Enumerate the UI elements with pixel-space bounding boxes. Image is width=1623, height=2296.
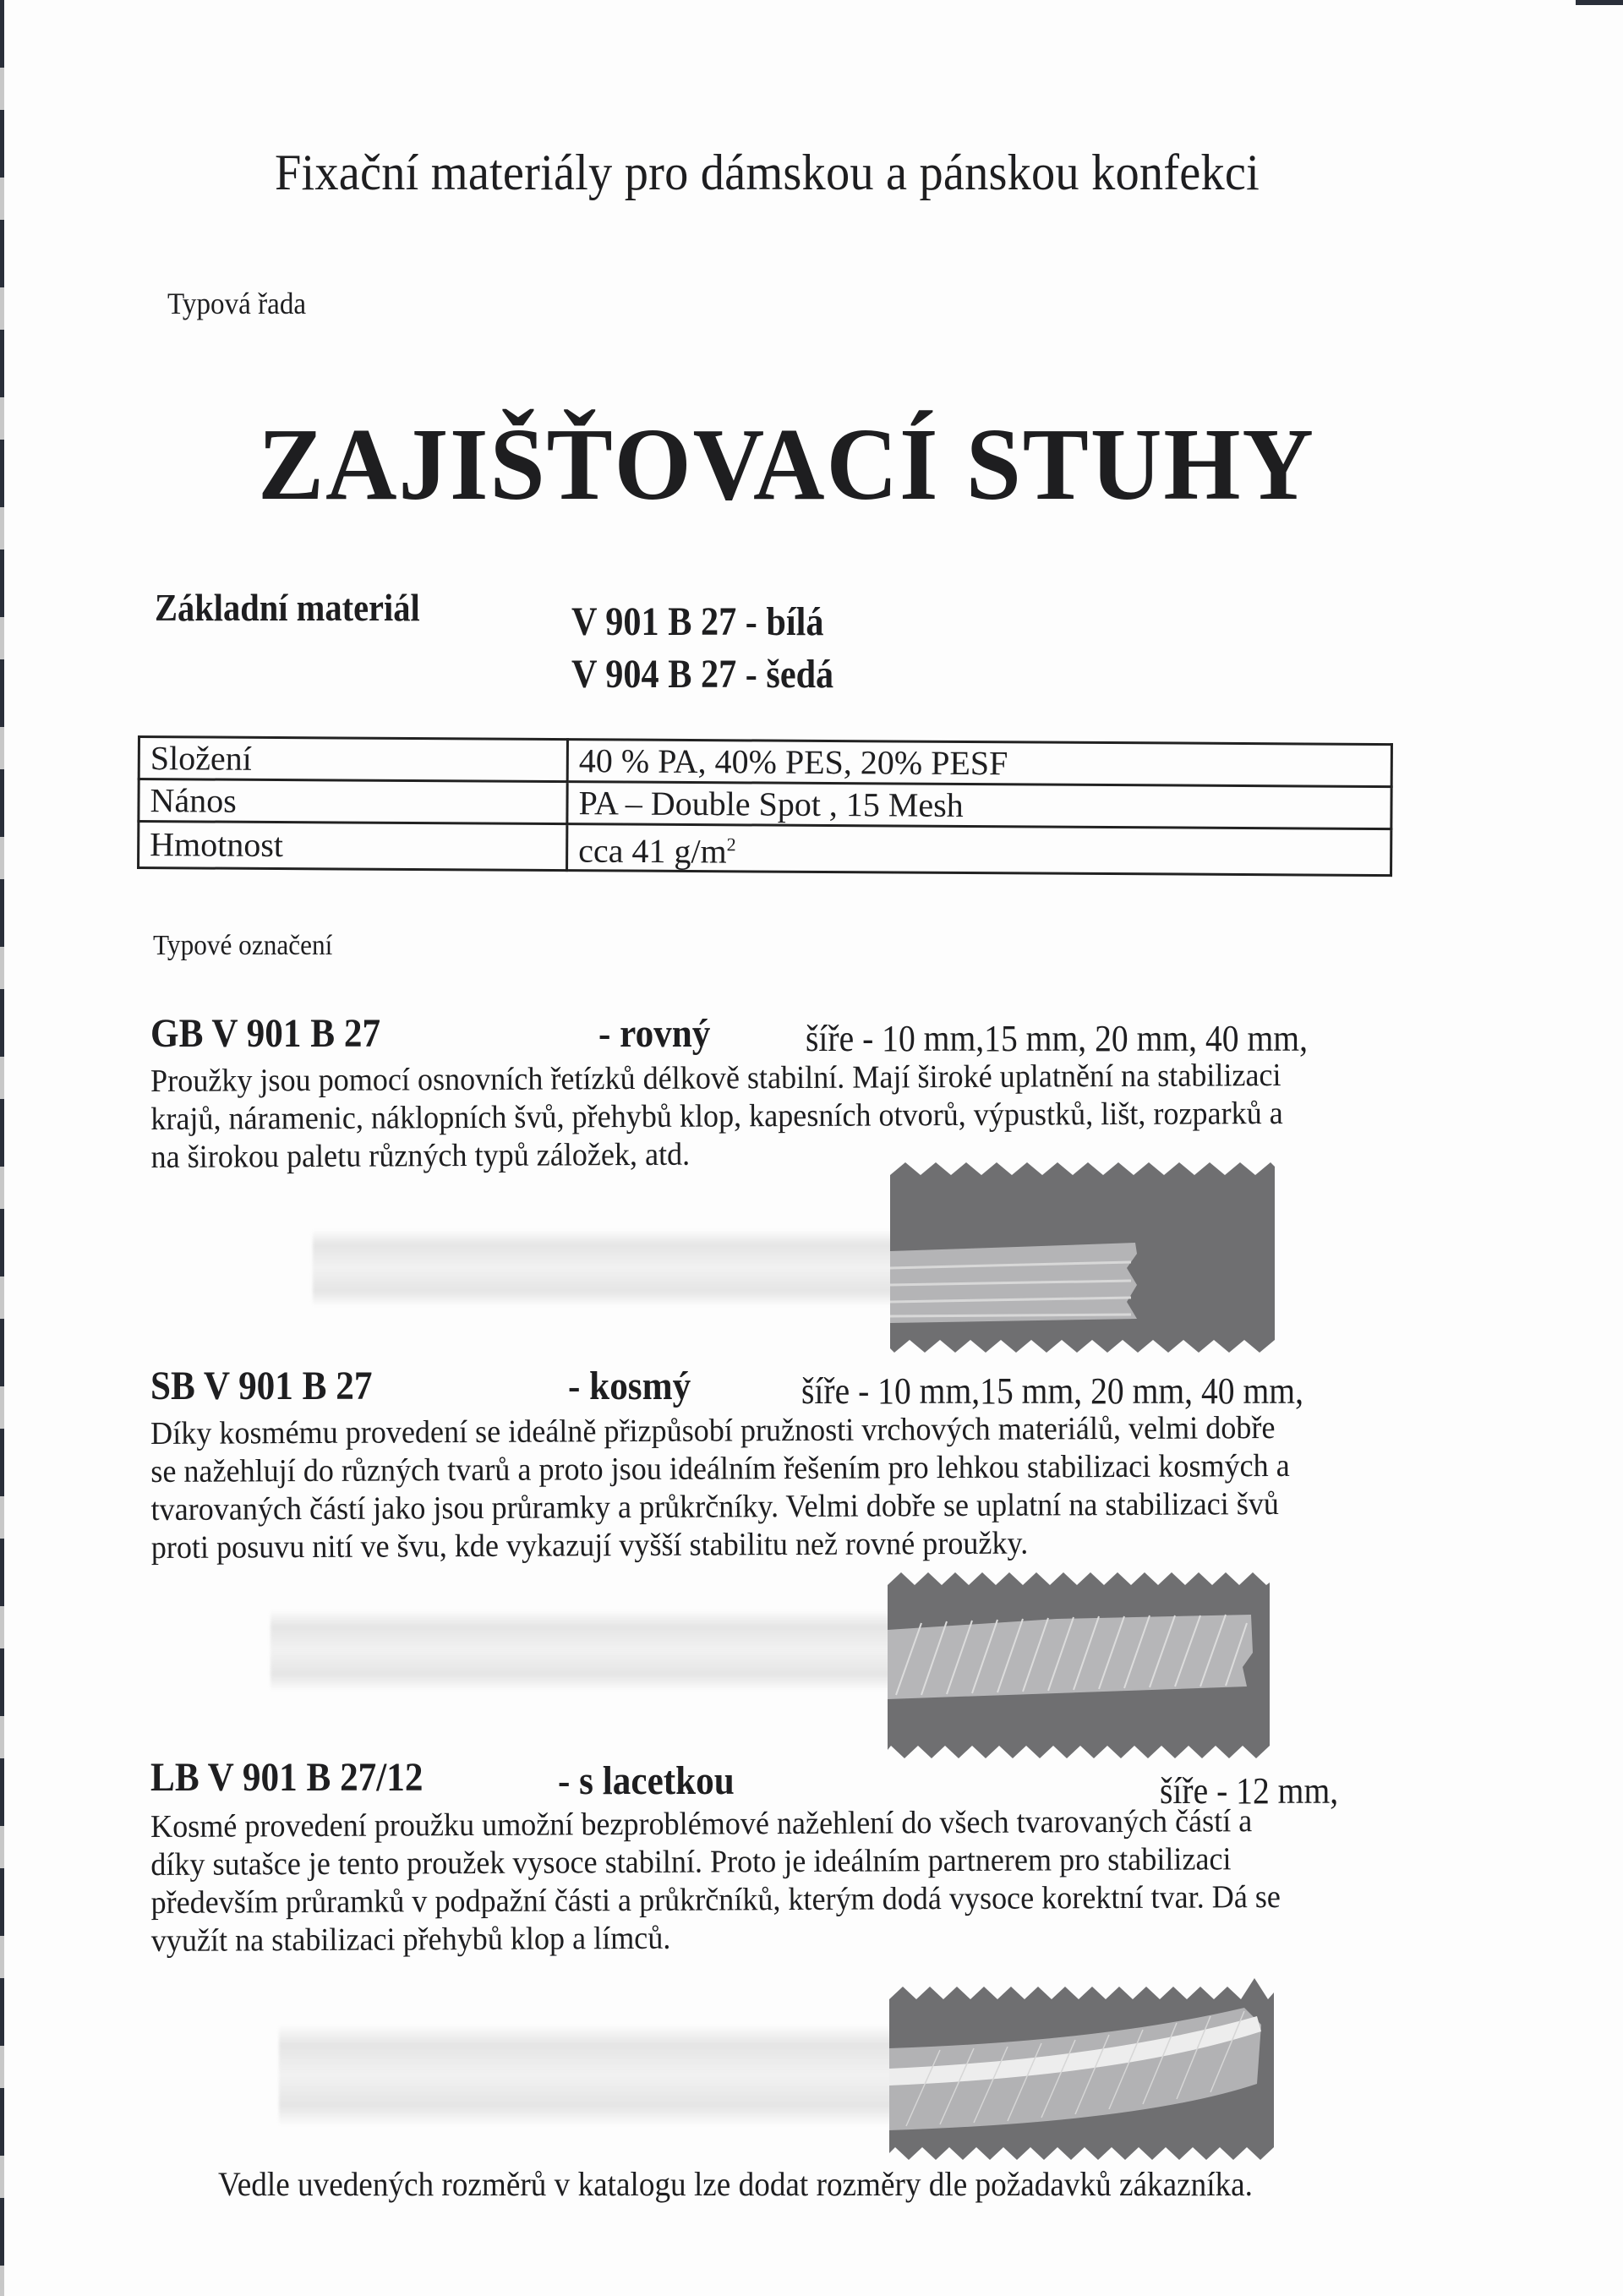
spec-key: Složení (139, 737, 567, 782)
base-material-codes (571, 596, 833, 701)
scan-edge-artifact (0, 0, 4, 2296)
description-line: využít na stabilizaci přehybů klop a límců. (150, 1920, 671, 1959)
description-line: na širokou paletu různých typů záložek, atd. (150, 1136, 691, 1175)
product-type: - s lacetkou (558, 1758, 735, 1803)
series-label: Typová řada (167, 287, 307, 320)
document-heading: Fixační materiály pro dámskou a pánskou konfekci (275, 145, 1260, 200)
description-line: Proužky jsou pomocí osnovních řetízků délkově stabilní. Mají široké uplatnění na stabilizaci (150, 1057, 1281, 1099)
table-row (139, 737, 1391, 787)
tape-shadow (270, 1610, 896, 1691)
product-code: SB V 901 B 27 (150, 1364, 373, 1408)
product-code: LB V 901 B 27/12 (150, 1755, 424, 1800)
spec-value-cell (567, 824, 1391, 876)
description-line: proti posuvu nití ve švu, kde vykazují vyšší stabilitu než rovné proužky. (150, 1525, 1029, 1566)
base-material-code: V 901 B 27 - bílá (571, 599, 824, 644)
product-type: - rovný (598, 1011, 711, 1056)
product-description (150, 1057, 1331, 1177)
description-line: se nažehlují do různých tvarů a proto jsou ideálním řešením pro lehkou stabilizaci kosmých a (150, 1447, 1290, 1490)
type-designation-label: Typové označení (153, 930, 333, 961)
spec-key: Hmotnost (139, 822, 567, 871)
scan-corner-artifact (1576, 0, 1623, 5)
spec-key: Nános (139, 779, 567, 824)
product-widths: šíře - 10 mm,15 mm, 20 mm, 40 mm, (806, 1018, 1308, 1059)
spec-value: cca 41 g/m (578, 831, 727, 871)
description-line: Kosmé provedení proužku umožní bezproblémové nažehlení do všech tvarovaných částí a (150, 1803, 1253, 1845)
braid-tape-sample (889, 1974, 1274, 2164)
straight-tape-sample (890, 1162, 1275, 1353)
base-material-label: Základní materiál (155, 586, 420, 629)
product-widths: šíře - 12 mm, (1160, 1770, 1339, 1812)
description-line: krajů, náramenic, náklopních švů, přehybů klop, kapesních otvorů, výpustků, lišt, rozparků a (150, 1095, 1283, 1137)
product-description (150, 1409, 1331, 1567)
description-line: Díky kosmému provedení se ideálně přizpůsobí pružnosti vrchových materiálů, velmi dobře (150, 1410, 1276, 1451)
tape-shadow (313, 1230, 904, 1306)
unit-superscript: 2 (726, 834, 736, 856)
table-row (139, 779, 1391, 829)
base-material-code: V 904 B 27 - šedá (571, 652, 834, 697)
product-widths: šíře - 10 mm,15 mm, 20 mm, 40 mm, (801, 1370, 1303, 1412)
product-code: GB V 901 B 27 (150, 1011, 381, 1056)
spec-value: PA – Double Spot , 15 Mesh (567, 782, 1391, 829)
bias-tape-sample (888, 1572, 1270, 1758)
description-line: tvarovaných částí jako jsou průramky a průkrčníky. Velmi dobře se uplatní na stabilizaci švů (150, 1486, 1280, 1528)
spec-value: 40 % PA, 40% PES, 20% PESF (567, 740, 1391, 787)
description-line: díky sutašce je tento proužek vysoce stabilní. Proto je ideálním partnerem pro stabilizaci (150, 1841, 1232, 1883)
product-type: - kosmý (568, 1364, 691, 1408)
tape-shadow (279, 2025, 904, 2126)
document-title: ZAJIŠŤOVACÍ STUHY (258, 407, 1315, 522)
spec-table (137, 735, 1393, 877)
description-line: především průramků v podpažní části a průkrčníků, kterým dodá vysoce korektní tvar. Dá se (150, 1879, 1281, 1921)
product-description (150, 1802, 1331, 1960)
footer-note: Vedle uvedených rozměrů v katalogu lze dodat rozměry dle požadavků zákazníka. (218, 2165, 1253, 2203)
table-row (139, 822, 1391, 876)
